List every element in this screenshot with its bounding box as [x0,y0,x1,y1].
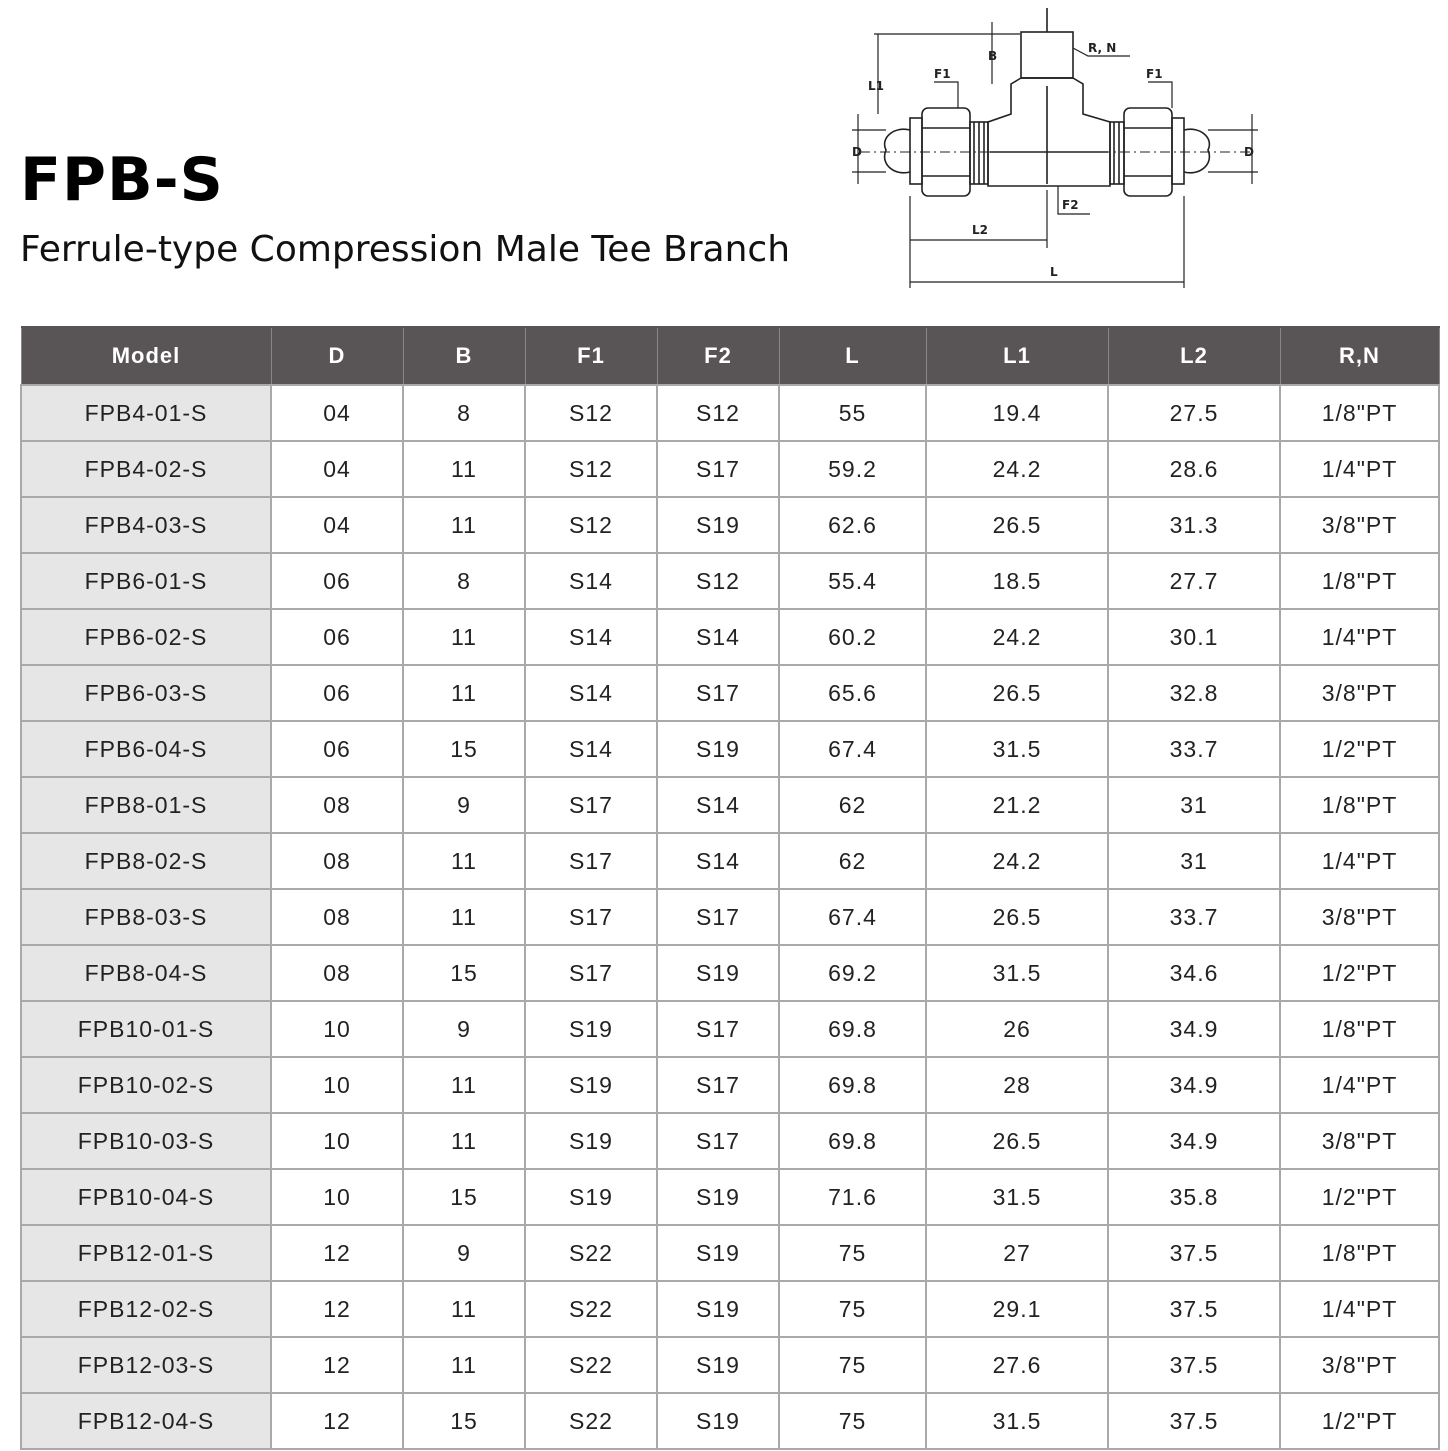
table-cell: 62 [779,833,926,889]
table-cell: S17 [525,777,657,833]
table-cell: 3/8"PT [1280,889,1439,945]
table-row [21,1169,1439,1225]
table-cell: 04 [271,497,403,553]
table-cell: S19 [525,1113,657,1169]
table-cell: 06 [271,609,403,665]
column-header-l2: L2 [1108,327,1280,385]
table-cell: 06 [271,721,403,777]
table-cell: 11 [403,1113,525,1169]
table-row [21,1281,1439,1337]
diagram-label-f2: F2 [1062,198,1079,212]
table-cell: 31.5 [926,1393,1108,1449]
column-header-d: D [271,327,403,385]
table-cell: 1/2"PT [1280,945,1439,1001]
table-row [21,1225,1439,1281]
table-cell: S19 [657,497,779,553]
table-cell: 69.2 [779,945,926,1001]
table-cell: 26.5 [926,889,1108,945]
table-cell: 26.5 [926,665,1108,721]
table-header-row [21,327,1439,385]
table-cell: 11 [403,1281,525,1337]
table-cell: 11 [403,889,525,945]
table-cell: S14 [525,665,657,721]
table-cell: 37.5 [1108,1393,1280,1449]
table-cell: S17 [657,1113,779,1169]
tee-fitting-diagram [840,4,1270,296]
table-cell: 9 [403,1225,525,1281]
table-cell: 60.2 [779,609,926,665]
table-cell: 24.2 [926,833,1108,889]
table-cell: S17 [525,889,657,945]
table-cell: S12 [525,497,657,553]
table-cell: 31.5 [926,945,1108,1001]
table-cell: 08 [271,945,403,1001]
table-cell: 15 [403,1169,525,1225]
table-cell: 27.6 [926,1337,1108,1393]
table-cell: 3/8"PT [1280,497,1439,553]
diagram-label-d-right: D [1244,145,1254,159]
table-cell: 67.4 [779,721,926,777]
table-cell: 10 [271,1113,403,1169]
table-cell: S12 [525,385,657,441]
table-row [21,385,1439,441]
table-cell: 06 [271,665,403,721]
table-cell: 1/8"PT [1280,385,1439,441]
column-header-r-n: R,N [1280,327,1439,385]
table-cell: S17 [525,833,657,889]
table-cell: 1/4"PT [1280,1057,1439,1113]
table-row [21,777,1439,833]
table-cell: 1/2"PT [1280,1169,1439,1225]
table-cell: 08 [271,833,403,889]
model-cell: FPB4-02-S [21,441,271,497]
table-cell: S19 [657,1169,779,1225]
diagram-label-l: L [1050,265,1058,279]
table-row [21,497,1439,553]
table-cell: 69.8 [779,1001,926,1057]
table-cell: 62 [779,777,926,833]
table-cell: 62.6 [779,497,926,553]
table-cell: 28 [926,1057,1108,1113]
model-cell: FPB8-04-S [21,945,271,1001]
table-cell: 06 [271,553,403,609]
table-cell: S14 [657,609,779,665]
table-cell: 55.4 [779,553,926,609]
table-cell: 31.5 [926,1169,1108,1225]
diagram-label-f1-left: F1 [934,67,951,81]
table-cell: 59.2 [779,441,926,497]
table-cell: 11 [403,665,525,721]
table-cell: 37.5 [1108,1225,1280,1281]
table-cell: S17 [657,889,779,945]
table-cell: S14 [657,777,779,833]
table-cell: S12 [657,553,779,609]
table-cell: 1/2"PT [1280,1393,1439,1449]
model-cell: FPB8-01-S [21,777,271,833]
table-cell: 35.8 [1108,1169,1280,1225]
table-cell: 31 [1108,777,1280,833]
table-cell: 15 [403,945,525,1001]
table-row [21,945,1439,1001]
table-cell: 75 [779,1281,926,1337]
table-cell: 33.7 [1108,889,1280,945]
table-cell: 75 [779,1225,926,1281]
table-cell: 34.9 [1108,1113,1280,1169]
table-cell: 37.5 [1108,1337,1280,1393]
table-cell: S19 [525,1057,657,1113]
table-cell: 34.9 [1108,1057,1280,1113]
table-cell: 19.4 [926,385,1108,441]
table-cell: S17 [657,665,779,721]
table-cell: 75 [779,1393,926,1449]
table-cell: 11 [403,1337,525,1393]
table-cell: 08 [271,777,403,833]
table-cell: S19 [657,945,779,1001]
table-cell: S17 [525,945,657,1001]
table-cell: S22 [525,1393,657,1449]
table-cell: S19 [657,721,779,777]
table-cell: 69.8 [779,1113,926,1169]
table-cell: 65.6 [779,665,926,721]
table-cell: 21.2 [926,777,1108,833]
table-cell: 1/8"PT [1280,553,1439,609]
column-header-f1: F1 [525,327,657,385]
table-cell: 11 [403,497,525,553]
table-cell: S19 [657,1225,779,1281]
table-cell: 31.5 [926,721,1108,777]
table-row [21,1057,1439,1113]
table-cell: 15 [403,1393,525,1449]
model-cell: FPB12-02-S [21,1281,271,1337]
table-cell: S17 [657,1057,779,1113]
table-row [21,889,1439,945]
table-cell: 1/8"PT [1280,777,1439,833]
table-cell: S19 [657,1337,779,1393]
table-cell: 24.2 [926,609,1108,665]
table-row [21,1113,1439,1169]
table-cell: S17 [657,1001,779,1057]
model-cell: FPB10-02-S [21,1057,271,1113]
table-cell: 1/4"PT [1280,1281,1439,1337]
table-cell: 3/8"PT [1280,665,1439,721]
table-row [21,1337,1439,1393]
table-cell: 27.5 [1108,385,1280,441]
column-header-model: Model [21,327,271,385]
column-header-l1: L1 [926,327,1108,385]
table-cell: 12 [271,1225,403,1281]
table-cell: 9 [403,777,525,833]
table-cell: 8 [403,553,525,609]
table-cell: 30.1 [1108,609,1280,665]
diagram-label-rn: R, N [1088,41,1117,55]
table-row [21,721,1439,777]
table-cell: 29.1 [926,1281,1108,1337]
model-cell: FPB4-03-S [21,497,271,553]
model-cell: FPB4-01-S [21,385,271,441]
table-cell: 10 [271,1169,403,1225]
table-cell: 34.6 [1108,945,1280,1001]
page-subtitle: Ferrule-type Compression Male Tee Branch [20,229,791,270]
table-row [21,833,1439,889]
table-row [21,1393,1439,1449]
table-cell: 10 [271,1057,403,1113]
table-cell: 12 [271,1281,403,1337]
model-cell: FPB12-01-S [21,1225,271,1281]
diagram-label-b: B [988,49,998,63]
table-cell: S14 [657,833,779,889]
model-cell: FPB6-04-S [21,721,271,777]
diagram-label-l1: L1 [868,79,884,93]
table-cell: 3/8"PT [1280,1337,1439,1393]
table-cell: 1/8"PT [1280,1001,1439,1057]
table-cell: S14 [525,721,657,777]
model-cell: FPB6-03-S [21,665,271,721]
table-cell: 3/8"PT [1280,1113,1439,1169]
table-cell: 26.5 [926,1113,1108,1169]
table-cell: 24.2 [926,441,1108,497]
table-cell: 71.6 [779,1169,926,1225]
table-cell: S17 [657,441,779,497]
table-cell: 04 [271,385,403,441]
table-cell: 27 [926,1225,1108,1281]
table-row [21,553,1439,609]
table-cell: 15 [403,721,525,777]
table-cell: 9 [403,1001,525,1057]
model-cell: FPB10-04-S [21,1169,271,1225]
table-cell: 1/2"PT [1280,721,1439,777]
table-cell: 33.7 [1108,721,1280,777]
table-cell: 1/4"PT [1280,441,1439,497]
page-title: FPB-S [20,145,224,215]
model-cell: FPB8-03-S [21,889,271,945]
table-cell: S12 [657,385,779,441]
table-cell: 32.8 [1108,665,1280,721]
table-cell: 1/4"PT [1280,609,1439,665]
table-cell: S19 [525,1169,657,1225]
table-cell: 34.9 [1108,1001,1280,1057]
table-cell: 28.6 [1108,441,1280,497]
table-cell: S14 [525,553,657,609]
table-cell: 37.5 [1108,1281,1280,1337]
model-cell: FPB12-04-S [21,1393,271,1449]
table-cell: 31 [1108,833,1280,889]
table-cell: 11 [403,609,525,665]
model-cell: FPB10-03-S [21,1113,271,1169]
table-cell: 12 [271,1337,403,1393]
table-row [21,609,1439,665]
column-header-f2: F2 [657,327,779,385]
table-cell: 10 [271,1001,403,1057]
diagram-label-f1-right: F1 [1146,67,1163,81]
table-row [21,665,1439,721]
model-cell: FPB8-02-S [21,833,271,889]
table-cell: S19 [525,1001,657,1057]
table-cell: 75 [779,1337,926,1393]
table-cell: 11 [403,441,525,497]
table-cell: 1/4"PT [1280,833,1439,889]
column-header-b: B [403,327,525,385]
table-cell: S19 [657,1393,779,1449]
table-cell: 67.4 [779,889,926,945]
table-cell: 55 [779,385,926,441]
spec-table [20,326,1440,1450]
diagram-label-l2: L2 [972,223,988,237]
table-cell: 26.5 [926,497,1108,553]
table-cell: 1/8"PT [1280,1225,1439,1281]
model-cell: FPB6-01-S [21,553,271,609]
table-cell: S22 [525,1225,657,1281]
diagram-label-d-left: D [852,145,862,159]
table-row [21,1001,1439,1057]
table-body [21,385,1439,1449]
table-cell: 12 [271,1393,403,1449]
table-cell: 18.5 [926,553,1108,609]
table-cell: S14 [525,609,657,665]
model-cell: FPB10-01-S [21,1001,271,1057]
table-cell: 26 [926,1001,1108,1057]
table-cell: 69.8 [779,1057,926,1113]
table-cell: S22 [525,1337,657,1393]
table-cell: 31.3 [1108,497,1280,553]
column-header-l: L [779,327,926,385]
table-cell: 08 [271,889,403,945]
model-cell: FPB6-02-S [21,609,271,665]
table-cell: 11 [403,833,525,889]
table-cell: S12 [525,441,657,497]
table-cell: S22 [525,1281,657,1337]
table-cell: 27.7 [1108,553,1280,609]
table-cell: 04 [271,441,403,497]
table-cell: 8 [403,385,525,441]
model-cell: FPB12-03-S [21,1337,271,1393]
table-row [21,441,1439,497]
table-cell: S19 [657,1281,779,1337]
table-cell: 11 [403,1057,525,1113]
